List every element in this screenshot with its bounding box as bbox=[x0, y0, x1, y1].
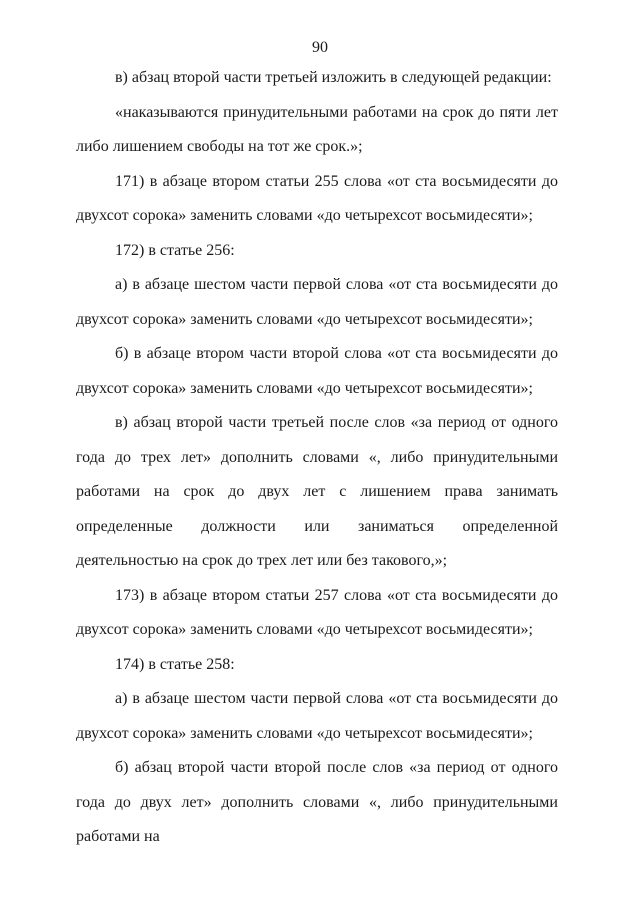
paragraph: в) абзац второй части третьей изложить в следующей редакции: bbox=[115, 69, 552, 86]
paragraph: 172) в статье 256: bbox=[115, 241, 235, 259]
page-number: 90 bbox=[312, 39, 328, 56]
paragraph: 171) в абзаце втором статьи 255 слова «от ста восьмидесяти до двухсот сорока» заменить словами «до четырехсот восьмидесяти»; bbox=[76, 172, 558, 224]
paragraph: б) в абзаце втором части второй слова «от ста восьмидесяти до двухсот сорока» заменить словами «до четырехсот восьмидесяти»; bbox=[76, 345, 558, 397]
document-body bbox=[76, 61, 558, 855]
paragraph: в) абзац второй части третьей после слов «за период от одного года до трех лет» дополнить словами «, либо принудительными работами на срок до двух лет с лишением права занимать определенные должности или заниматься определенной деятельностью на срок до трех лет или без такового,»; bbox=[76, 414, 558, 569]
paragraph: 173) в абзаце втором статьи 257 слова «от ста восьмидесяти до двухсот сорока» заменить словами «до четырехсот восьмидесяти»; bbox=[76, 586, 558, 638]
paragraph: а) в абзаце шестом части первой слова «от ста восьмидесяти до двухсот сорока» заменить словами «до четырехсот восьмидесяти»; bbox=[76, 276, 558, 328]
paragraph: а) в абзаце шестом части первой слова «от ста восьмидесяти до двухсот сорока» заменить словами «до четырехсот восьмидесяти»; bbox=[76, 690, 558, 742]
paragraph: «наказываются принудительными работами на срок до пяти лет либо лишением свободы на тот же срок.»; bbox=[76, 103, 558, 155]
paragraph: б) абзац второй части второй после слов «за период от одного года до двух лет» дополнить словами «, либо принудительными работами на bbox=[76, 759, 558, 845]
paragraph: 174) в статье 258: bbox=[115, 655, 235, 673]
